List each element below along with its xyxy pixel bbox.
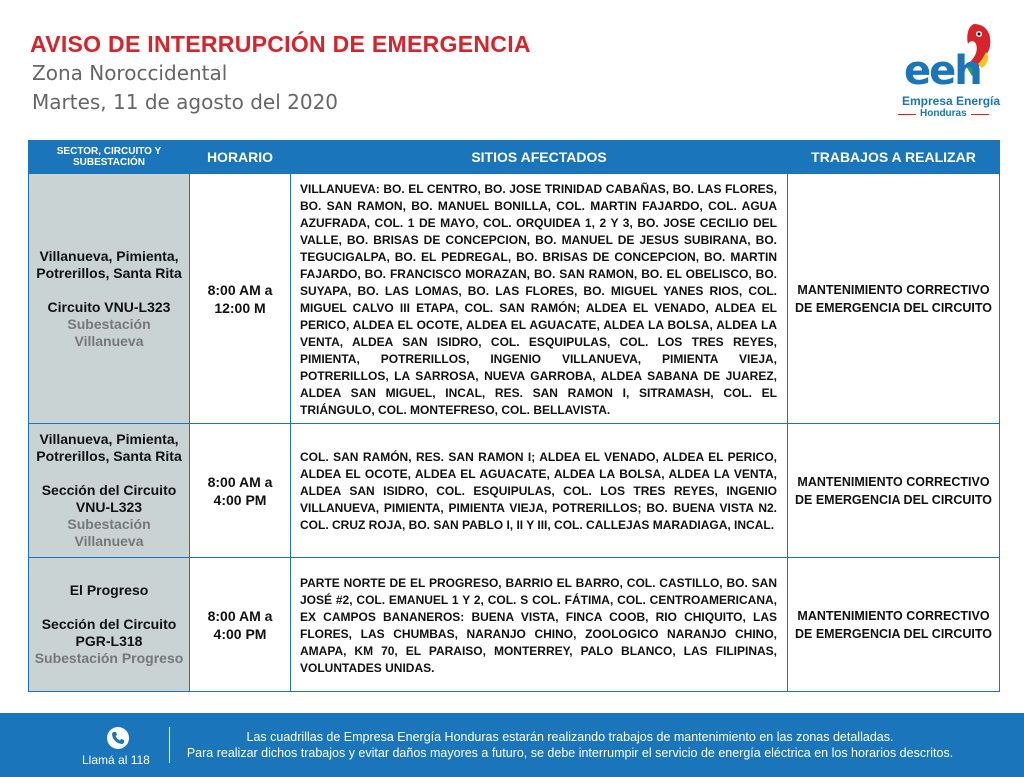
substation-name: Subestación Progreso <box>34 650 184 666</box>
sector-cell <box>29 424 190 558</box>
sites-cell: VILLANUEVA: BO. EL CENTRO, BO. JOSE TRINIDAD CABAÑAS, BO. LAS FLORES, BO. SAN RAMON, BO. MANUEL BONILLA, COL. MARTIN FAJARDO, COL. AGUA AZUFRADA, COL. 1 DE MAYO, COL. ORQUIDEA 1, 2 Y 3, BO. JOSE CECILIO DEL VALLE, BO. BRISAS DE CONCEPCION, BO. MANUEL DE JESUS SUBIRANA, BO. TEGUCIGALPA, BO. EL PEDREGAL, BO. BRISAS DE CONCEPCION, BO. MARTIN FAJARDO, BO. FRANCISCO MORAZAN, BO. SAN RAMON, BO. EL OBELISCO, BO. SUYAPA, BO. LAS LOMAS, BO. LAS FLORES, BO. MIGUEL YANES RIOS, COL. MIGUEL CALVO III ETAPA, COL. SAN RAMÓN; ALDEA EL VENADO, ALDEA EL PERICO, ALDEA EL OCOTE, ALDEA EL AGUACATE, ALDEA LA BOLSA, ALDEA LA VENTA, ALDEA SAN ISIDRO, COL. ESQUIPULAS, COL. LOS TRES REYES, PIMIENTA, POTRERILLOS, INGENIO VILLANUEVA, PIMIENTA VIEJA, POTRERILLOS, LA SARROSA, NUEVA GARROBA, ALDEA SABANA DE JUAREZ, ALDEA SAN MIGUEL, INCAL, RES. SAN RAMON I, SITRAMASH, COL. EL TRIÁNGULO, COL. MONTEFRESO, COL. BELLAVISTA. <box>291 174 788 424</box>
time-start: 8:00 AM a <box>207 607 273 624</box>
circuit-name: Circuito VNU-L323 <box>47 298 171 315</box>
sector-cell <box>29 174 190 424</box>
schedule-cell <box>190 558 291 692</box>
footer-bar <box>0 713 1024 777</box>
schedule-cell <box>190 174 291 424</box>
work-cell: MANTENIMIENTO CORRECTIVO DE EMERGENCIA DEL CIRCUITO <box>788 174 1000 424</box>
time-end: 4:00 PM <box>213 491 267 508</box>
time-end: 4:00 PM <box>213 625 267 642</box>
footer-line-1: Las cuadrillas de Empresa Energía Honduras estarán realizando trabajos de mantenimiento en las zonas detalladas. <box>246 730 894 744</box>
footer-line-2: Para realizar dichos trabajos y evitar daños mayores a futuro, se debe interrumpir el servicio de energía eléctrica en los horarios descritos. <box>186 746 954 760</box>
substation-name: Subestación Villanueva <box>67 516 151 549</box>
footer-divider <box>169 727 170 763</box>
sector-name: Villanueva, Pimienta, Potrerillos, Santa Rita <box>36 431 182 464</box>
work-cell: MANTENIMIENTO CORRECTIVO DE EMERGENCIA DEL CIRCUITO <box>788 558 1000 692</box>
circuit-name: Sección del Circuito PGR-L318 <box>41 616 177 649</box>
col-header-schedule: HORARIO <box>190 141 291 174</box>
call-label: Llamá al 118 <box>82 753 150 767</box>
zone-subtitle: Zona Noroccidental <box>32 61 228 85</box>
time-start: 8:00 AM a <box>207 473 273 490</box>
logo-text: eeh <box>904 48 981 94</box>
sites-cell: PARTE NORTE DE EL PROGRESO, BARRIO EL BARRO, COL. CASTILLO, BO. SAN JOSÉ #2, COL. EMANUEL 1 Y 2, COL. S COL. FÁTIMA, COL. CENTROAMERICANA, EX CAMPOS BANANEROS: BUENA VISTA, FINCA COOB, RIO CHIQUITO, LAS FLORES, LAS CHUMBAS, NARANJO CHINO, ZOOLOGICO NARANJO CHINO, AMAPA, KM 70, EL PARAISO, MONTERREY, PALO BLANCO, LAS FILIPINAS, VOLUNTADES UNIDAS. <box>291 558 788 692</box>
time-start: 8:00 AM a <box>207 281 273 298</box>
circuit-name: Sección del Circuito VNU-L323 <box>41 482 177 515</box>
interruption-table <box>28 140 1000 692</box>
table-header-row <box>29 141 1000 174</box>
footer-message <box>180 729 960 761</box>
company-logo <box>890 20 1008 119</box>
sector-cell <box>29 558 190 692</box>
col-header-sites: SITIOS AFECTADOS <box>291 141 788 174</box>
phone-icon <box>107 727 129 749</box>
table-row <box>29 424 1000 558</box>
table-row <box>29 558 1000 692</box>
table-row <box>29 174 1000 424</box>
col-header-sector: SECTOR, CIRCUITO Y SUBESTACIÓN <box>29 141 190 174</box>
schedule-cell <box>190 424 291 558</box>
work-cell: MANTENIMIENTO CORRECTIVO DE EMERGENCIA DEL CIRCUITO <box>788 424 1000 558</box>
sector-name: Villanueva, Pimienta, Potrerillos, Santa Rita <box>36 247 182 281</box>
logo-line-1: Empresa Energía <box>902 94 1001 108</box>
sector-name: El Progreso <box>69 582 149 598</box>
logo-line-2: Honduras <box>920 108 967 119</box>
time-end: 12:00 M <box>214 299 266 316</box>
sites-cell: COL. SAN RAMÓN, RES. SAN RAMON I; ALDEA EL VENADO, ALDEA EL PERICO, ALDEA EL OCOTE, ALDEA EL AGUACATE, ALDEA LA BOLSA, ALDEA LA VENTA, ALDEA SAN ISIDRO, COL. ESQUIPULAS, COL. LOS TRES REYES, INGENIO VILLANUEVA, PIMIENTA, PIMIENTA VIEJA, POTRERILLOS; BO. BUENA VISTA N2. COL. CRUZ ROJA, BO. SAN PABLO I, II Y III, COL. CALLEJAS MARADIAGA, INCAL. <box>291 424 788 558</box>
substation-name: Subestación Villanueva <box>67 315 151 349</box>
col-header-work: TRABAJOS A REALIZAR <box>788 141 1000 174</box>
page-title: AVISO DE INTERRUPCIÓN DE EMERGENCIA <box>30 31 531 57</box>
date-subtitle: Martes, 11 de agosto del 2020 <box>32 90 339 114</box>
